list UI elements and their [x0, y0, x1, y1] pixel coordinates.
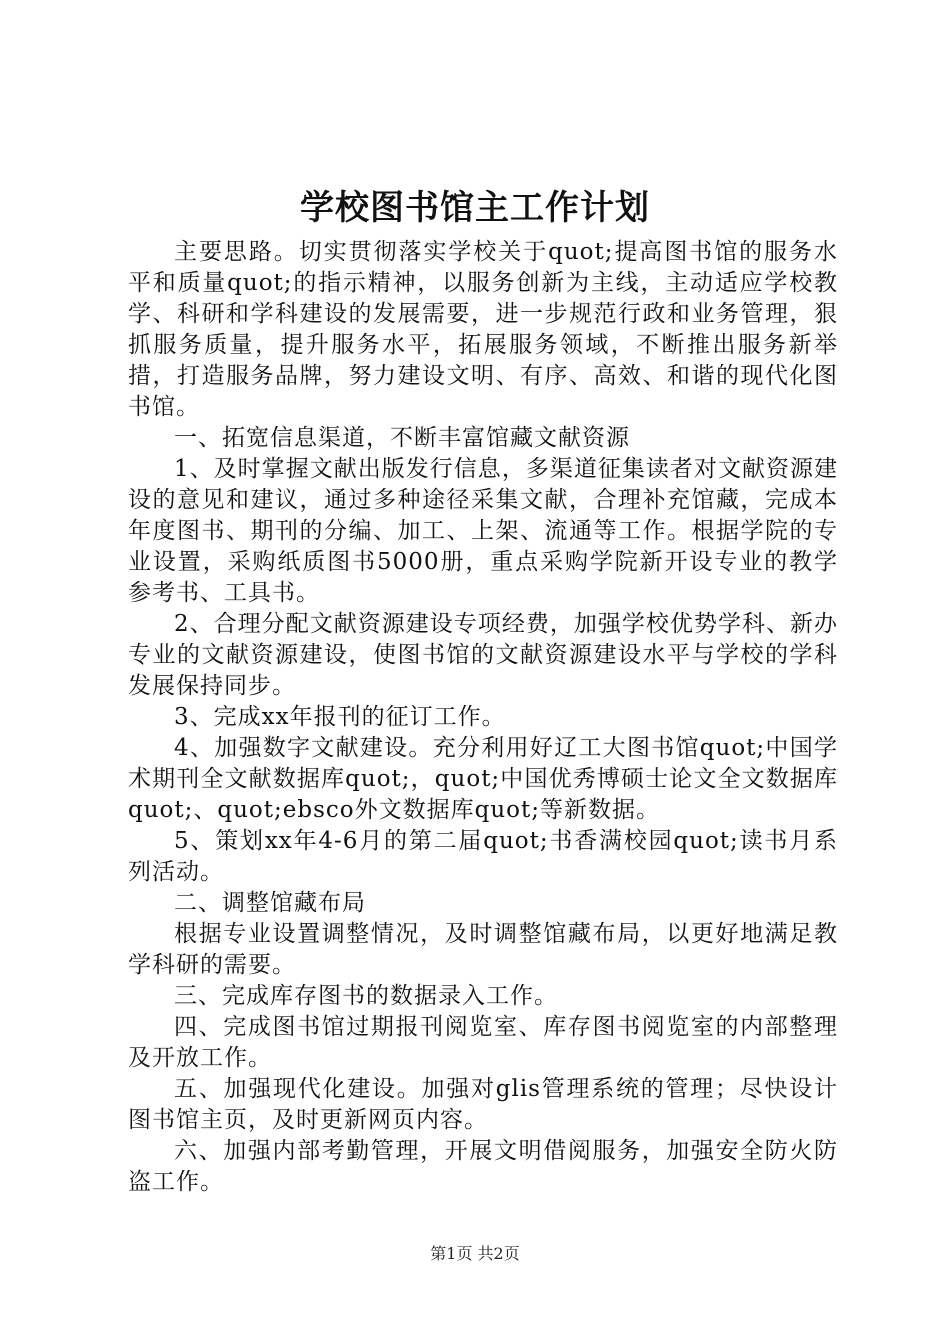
paragraph-item-1: 1、及时掌握文献出版发行信息，多渠道征集读者对文献资源建设的意见和建议，通过多种途径采集文献，合理补充馆藏，完成本年度图书、期刊的分编、加工、上架、流通等工作。根据学院的专业设置，采购纸质图书5000册，重点采购学院新开设专业的教学参考书、工具书。	[128, 456, 838, 606]
paragraph-main-idea: 主要思路。切实贯彻落实学校关于quot;提高图书馆的服务水平和质量quot;的指示精神，以服务创新为主线，主动适应学校教学、科研和学科建设的发展需要，进一步规范行政和业务管理，狠抓服务质量，提升服务水平，拓展服务领域，不断推出服务新举措，打造服务品牌，努力建设文明、有序、高效、和谐的现代化图书馆。	[128, 239, 838, 420]
paragraph-item-2: 2、合理分配文献资源建设专项经费，加强学校优势学科、新办专业的文献资源建设，使图书馆的文献资源建设水平与学校的学科发展保持同步。	[128, 611, 838, 699]
section-heading-3: 三、完成库存图书的数据录入工作。	[174, 983, 558, 1009]
page-number-footer: 第1页 共2页	[430, 1244, 520, 1263]
section-heading-1: 一、拓宽信息渠道，不断丰富馆藏文献资源	[174, 425, 630, 451]
document-body	[128, 237, 838, 1198]
section-heading-5: 五、加强现代化建设。加强对glis管理系统的管理；尽快设计图书馆主页，及时更新网页内容。	[128, 1076, 838, 1133]
section-heading-2: 二、调整馆藏布局	[174, 890, 366, 916]
paragraph-layout: 根据专业设置调整情况，及时调整馆藏布局，以更好地满足教学科研的需要。	[128, 921, 838, 978]
section-heading-6: 六、加强内部考勤管理，开展文明借阅服务，加强安全防火防盗工作。	[128, 1138, 838, 1195]
paragraph-item-3: 3、完成xx年报刊的征订工作。	[174, 704, 506, 730]
paragraph-item-5: 5、策划xx年4-6月的第二届quot;书香满校园quot;读书月系列活动。	[128, 828, 838, 885]
document-title: 学校图书馆主工作计划	[300, 188, 650, 228]
paragraph-item-4: 4、加强数字文献建设。充分利用好辽工大图书馆quot;中国学术期刊全文献数据库quot;，quot;中国优秀博硕士论文全文数据库quot;、quot;ebsco外文数据库quot;等新数据。	[128, 735, 838, 823]
section-heading-4: 四、完成图书馆过期报刊阅览室、库存图书阅览室的内部整理及开放工作。	[128, 1014, 838, 1071]
